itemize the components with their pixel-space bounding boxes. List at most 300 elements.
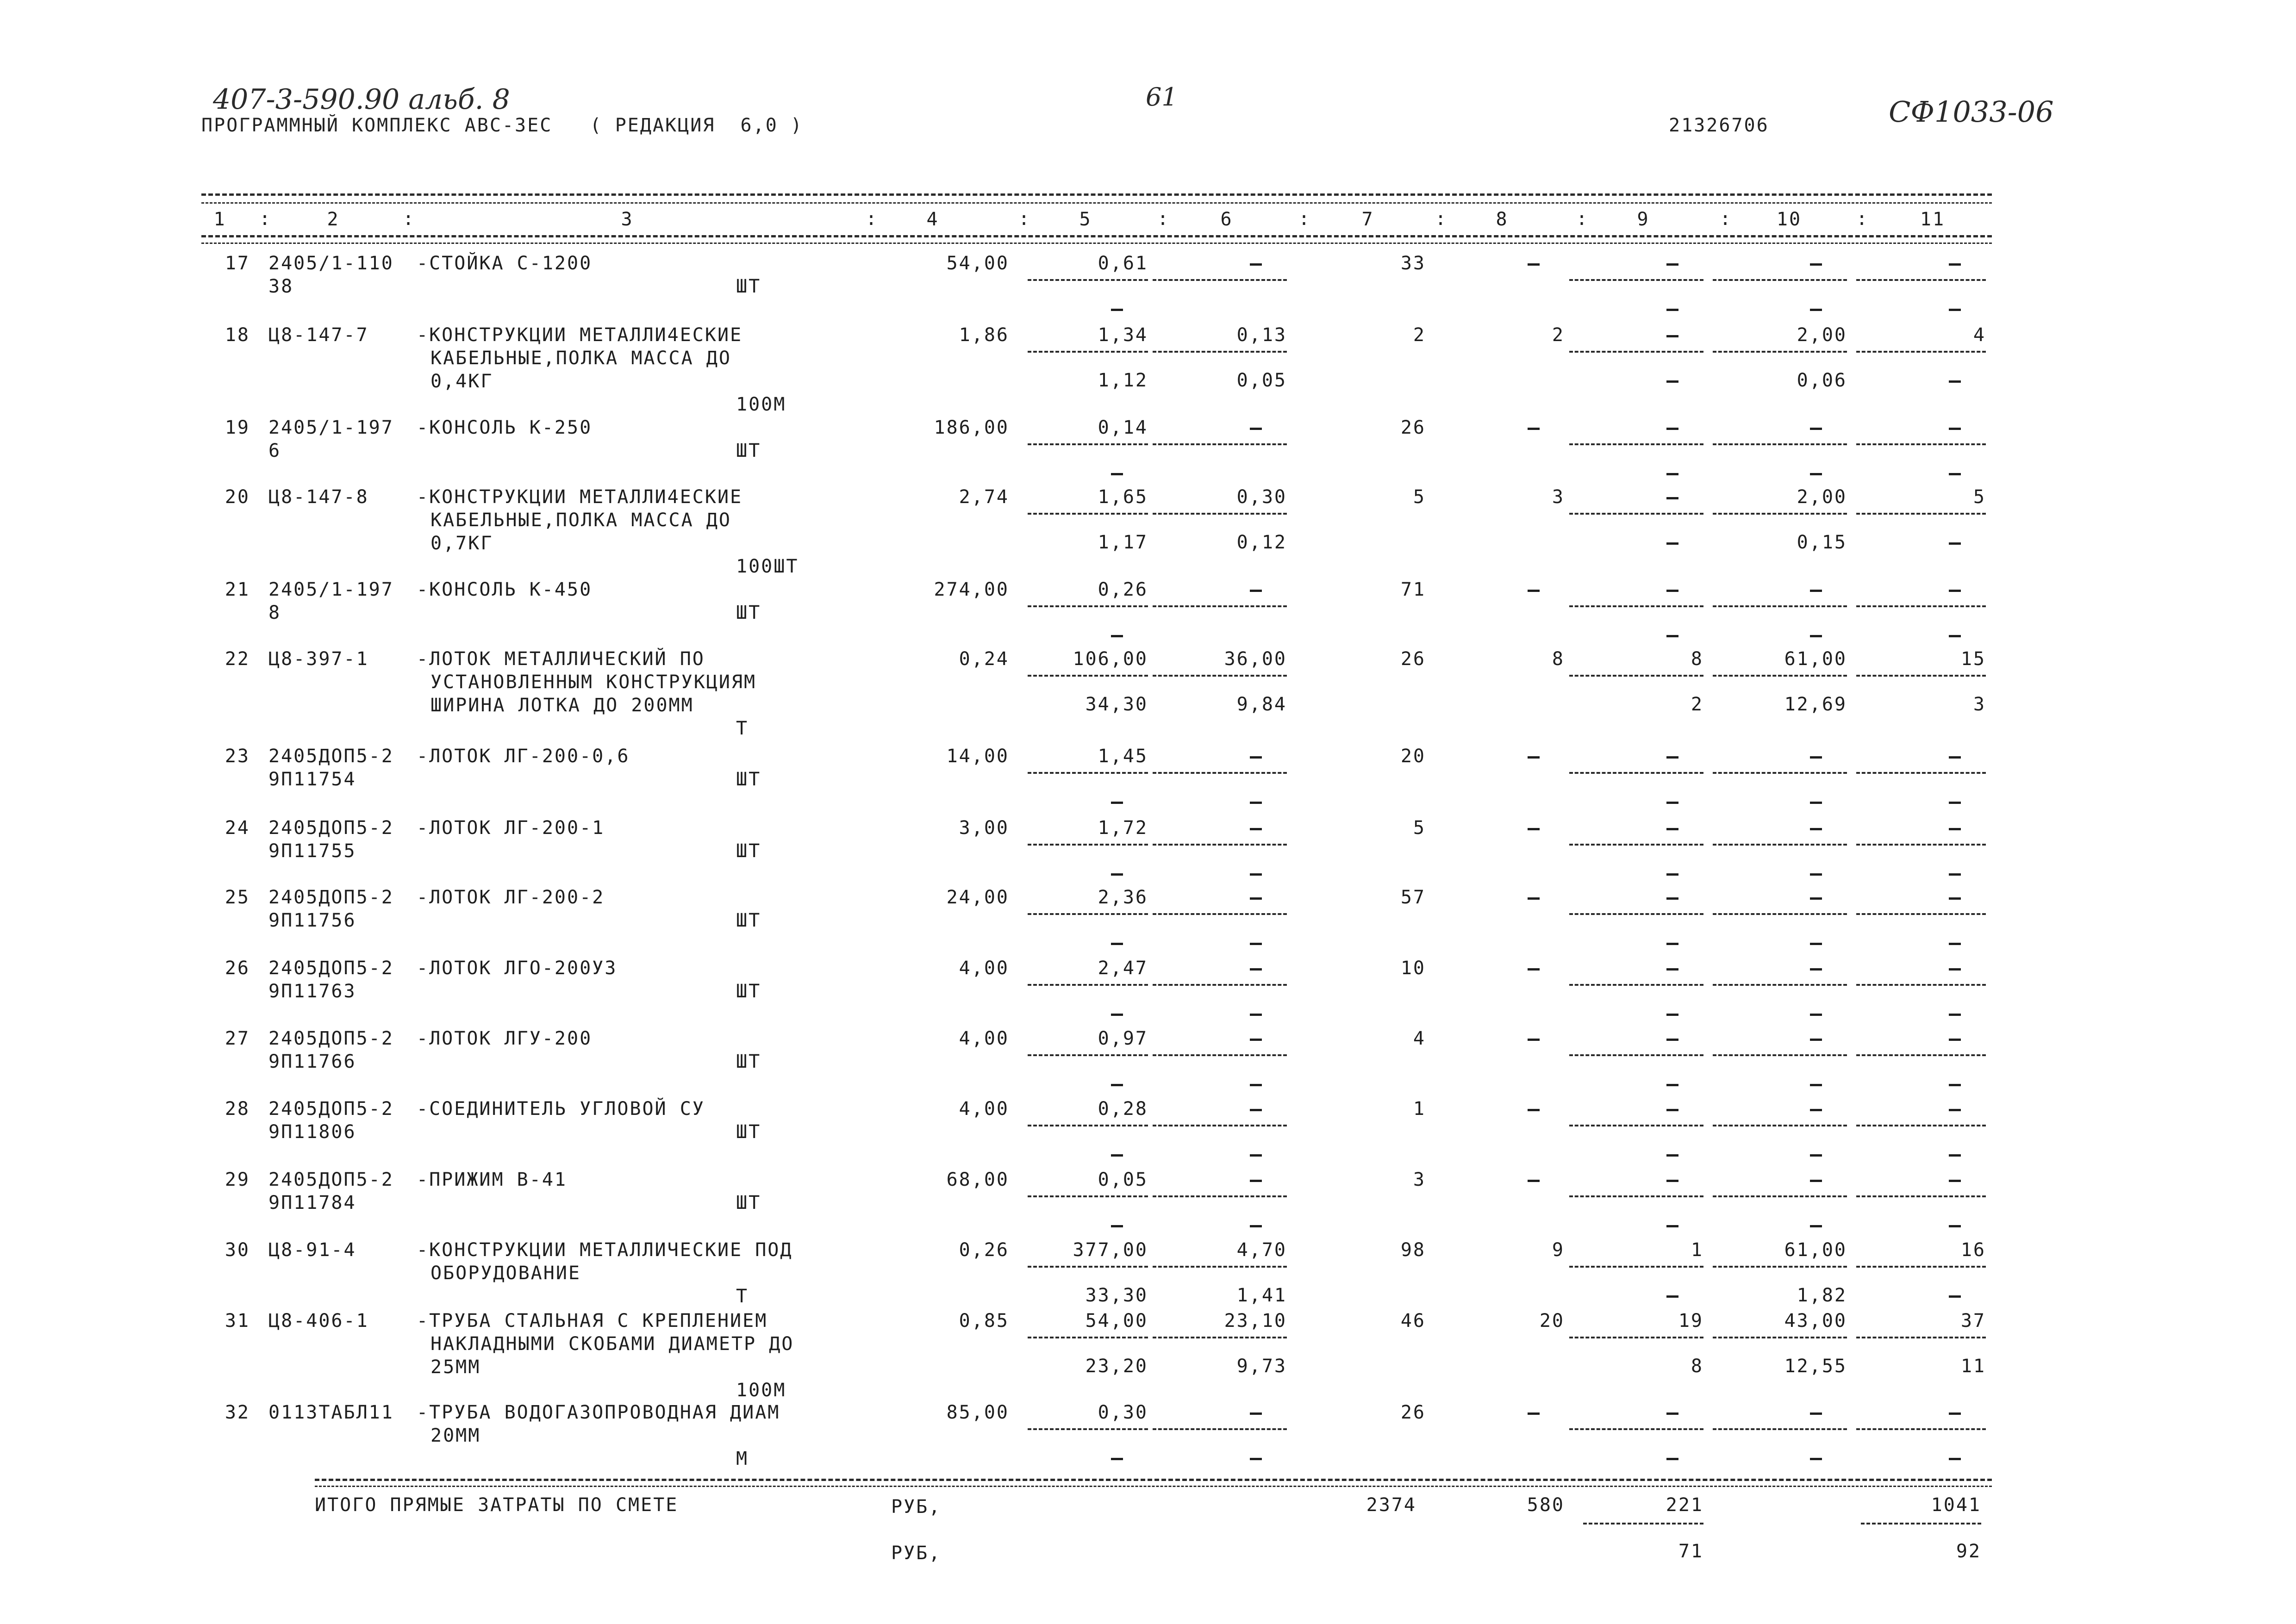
cell-col6-bottom: 9,73 xyxy=(1236,1356,1287,1377)
cell-col4: 0,85 xyxy=(959,1310,1009,1332)
totals-top-rule xyxy=(315,1479,1992,1481)
empty-dash xyxy=(1949,1039,1961,1041)
cell-col8: 20 xyxy=(1539,1310,1565,1332)
empty-dash xyxy=(1250,428,1262,430)
totals-label: ИТОГО ПРЯМЫЕ ЗАТРАТЫ ПО СМЕТЕ xyxy=(315,1494,679,1516)
empty-dash xyxy=(1250,1154,1262,1157)
cell-col10-top: 43,00 xyxy=(1784,1310,1847,1332)
empty-dash xyxy=(1111,1014,1123,1016)
cell-divider xyxy=(1713,1125,1847,1126)
cell-col6-top: 0,30 xyxy=(1236,486,1287,508)
row-code: 0113ТАБЛ11 xyxy=(268,1402,394,1423)
row-unit: ШТ xyxy=(736,602,761,623)
cell-col6-top: 23,10 xyxy=(1224,1310,1287,1332)
cell-divider xyxy=(1713,1428,1847,1430)
cell-col7: 2 xyxy=(1413,324,1426,346)
cell-col5-top: 0,28 xyxy=(1098,1098,1148,1120)
cell-divider xyxy=(1569,1195,1703,1197)
cell-col6-top: 0,13 xyxy=(1236,324,1287,346)
column-header-8: 8 xyxy=(1496,209,1509,230)
empty-dash xyxy=(1528,590,1540,592)
empty-dash xyxy=(1949,828,1961,830)
cell-divider xyxy=(1028,1125,1148,1126)
empty-dash xyxy=(1250,873,1262,876)
cell-divider xyxy=(1569,675,1703,677)
empty-dash xyxy=(1666,497,1678,499)
header-bottom-rule xyxy=(201,235,1992,237)
column-header-3: 3 xyxy=(621,209,634,230)
empty-dash xyxy=(1810,309,1822,311)
row-description-line: -ТРУБА СТАЛЬНАЯ С КРЕПЛЕНИЕМ xyxy=(417,1310,768,1332)
cell-col11-bottom: 3 xyxy=(1973,694,1986,715)
cell-col6-top: 36,00 xyxy=(1224,648,1287,670)
empty-dash xyxy=(1250,943,1262,945)
row-code: Ц8-397-1 xyxy=(268,648,369,670)
cell-col8: 3 xyxy=(1552,486,1565,508)
empty-dash xyxy=(1949,1084,1961,1086)
empty-dash xyxy=(1810,802,1822,804)
empty-dash xyxy=(1949,1412,1961,1415)
empty-dash xyxy=(1250,828,1262,830)
cell-divider xyxy=(1153,772,1287,774)
cell-col5-top: 0,30 xyxy=(1098,1402,1148,1423)
totals-col9-bottom: 71 xyxy=(1678,1541,1703,1562)
cell-col11-top: 37 xyxy=(1960,1310,1986,1332)
empty-dash xyxy=(1666,428,1678,430)
empty-dash xyxy=(1949,590,1961,592)
cell-divider xyxy=(1856,1266,1986,1268)
cell-divider xyxy=(1569,513,1703,515)
empty-dash xyxy=(1250,802,1262,804)
cell-divider xyxy=(1028,913,1148,915)
cell-divider xyxy=(1028,984,1148,986)
cell-divider xyxy=(1028,351,1148,353)
totals-col7: 2374 xyxy=(1366,1494,1416,1516)
column-separator: : xyxy=(1298,208,1310,230)
cell-col11-top: 5 xyxy=(1973,486,1986,508)
empty-dash xyxy=(1111,473,1123,475)
row-unit: ШТ xyxy=(736,769,761,790)
row-number: 29 xyxy=(225,1169,250,1190)
cell-col5-bottom: 23,20 xyxy=(1085,1356,1148,1377)
cell-col5-bottom: 1,17 xyxy=(1098,532,1148,553)
cell-col7: 1 xyxy=(1413,1098,1426,1120)
cell-col6-top: 4,70 xyxy=(1236,1239,1287,1261)
empty-dash xyxy=(1528,428,1540,430)
cell-col5-top: 2,47 xyxy=(1098,958,1148,979)
cell-divider xyxy=(1713,772,1847,774)
row-description-line: -ЛОТОК ЛГ-200-1 xyxy=(417,817,605,839)
cell-divider xyxy=(1569,1125,1703,1126)
cell-divider xyxy=(1028,1195,1148,1197)
empty-dash xyxy=(1810,943,1822,945)
empty-dash xyxy=(1666,1225,1678,1227)
row-code: 2405ДОП5-2 xyxy=(268,746,394,767)
cell-col11-top: 15 xyxy=(1960,648,1986,670)
cell-divider xyxy=(1028,1266,1148,1268)
cell-divider xyxy=(1028,1054,1148,1056)
row-code-2: 6 xyxy=(268,440,281,461)
cell-divider xyxy=(1856,1337,1986,1338)
empty-dash xyxy=(1528,828,1540,830)
empty-dash xyxy=(1666,309,1678,311)
row-code: 2405ДОП5-2 xyxy=(268,1169,394,1190)
empty-dash xyxy=(1111,1458,1123,1460)
cell-divider xyxy=(1028,605,1148,607)
cell-divider xyxy=(1153,1054,1287,1056)
empty-dash xyxy=(1810,897,1822,900)
row-description-line: КАБЕЛЬНЫЕ,ПОЛКА МАССА ДО xyxy=(430,348,731,369)
row-description-line: -КОНСОЛЬ К-450 xyxy=(417,579,593,600)
cell-divider xyxy=(1153,1125,1287,1126)
cell-col8: 9 xyxy=(1552,1239,1565,1261)
row-unit: ШТ xyxy=(736,1192,761,1213)
row-unit: ШТ xyxy=(736,910,761,931)
row-code: 2405ДОП5-2 xyxy=(268,1028,394,1049)
cell-col4: 14,00 xyxy=(946,746,1009,767)
row-description-line: 0,7КГ xyxy=(430,533,493,554)
cell-divider xyxy=(1856,1428,1986,1430)
cell-divider xyxy=(1153,844,1287,846)
cell-divider xyxy=(1569,1428,1703,1430)
cell-divider xyxy=(1153,351,1287,353)
cell-col7: 26 xyxy=(1400,417,1426,438)
empty-dash xyxy=(1949,802,1961,804)
cell-divider xyxy=(1028,1337,1148,1338)
column-separator: : xyxy=(1856,208,1868,230)
row-code: Ц8-147-7 xyxy=(268,324,369,346)
empty-dash xyxy=(1666,1109,1678,1111)
cell-divider xyxy=(1856,675,1986,677)
empty-dash xyxy=(1250,1039,1262,1041)
cell-divider xyxy=(1569,605,1703,607)
cell-col10-top: 61,00 xyxy=(1784,1239,1847,1261)
cell-divider xyxy=(1713,984,1847,986)
cell-col4: 4,00 xyxy=(959,1028,1009,1049)
row-description-line: -ПРИЖИМ В-41 xyxy=(417,1169,567,1190)
column-separator: : xyxy=(866,208,877,230)
empty-dash xyxy=(1666,1154,1678,1157)
cell-divider xyxy=(1713,1266,1847,1268)
row-code-2: 9П11763 xyxy=(268,981,356,1002)
empty-dash xyxy=(1111,1084,1123,1086)
empty-dash xyxy=(1810,1154,1822,1157)
row-number: 20 xyxy=(225,486,250,508)
row-code-2: 9П11756 xyxy=(268,910,356,931)
row-code: 2405/1-197 xyxy=(268,579,394,600)
totals-unit-1: РУБ, xyxy=(891,1496,942,1518)
cell-divider xyxy=(1028,675,1148,677)
column-separator: : xyxy=(403,208,414,230)
empty-dash xyxy=(1666,590,1678,592)
cell-divider xyxy=(1569,1337,1703,1338)
empty-dash xyxy=(1111,309,1123,311)
row-description-line: КАБЕЛЬНЫЕ,ПОЛКА МАССА ДО xyxy=(430,510,731,531)
row-description-line: -ЛОТОК ЛГ-200-0,6 xyxy=(417,746,630,767)
empty-dash xyxy=(1666,1039,1678,1041)
empty-dash xyxy=(1949,473,1961,475)
cell-col4: 3,00 xyxy=(959,817,1009,839)
row-number: 17 xyxy=(225,253,250,274)
cell-col4: 4,00 xyxy=(959,1098,1009,1120)
cell-divider xyxy=(1028,844,1148,846)
row-unit: 100М xyxy=(736,394,786,415)
row-unit: ШТ xyxy=(736,276,761,297)
cell-divider xyxy=(1028,513,1148,515)
cell-divider xyxy=(1153,913,1287,915)
cell-divider xyxy=(1028,279,1148,281)
empty-dash xyxy=(1949,1180,1961,1182)
row-number: 31 xyxy=(225,1310,250,1332)
cell-col11-top: 16 xyxy=(1960,1239,1986,1261)
row-description-line: ОБОРУДОВАНИЕ xyxy=(430,1263,581,1284)
empty-dash xyxy=(1666,1412,1678,1415)
totals-col8: 580 xyxy=(1527,1494,1565,1516)
empty-dash xyxy=(1666,828,1678,830)
row-description-line: -СТОЙКА С-1200 xyxy=(417,253,593,274)
empty-dash xyxy=(1666,943,1678,945)
column-header-7: 7 xyxy=(1361,209,1374,230)
empty-dash xyxy=(1949,897,1961,900)
cell-col8: 8 xyxy=(1552,648,1565,670)
cell-col10-bottom: 12,69 xyxy=(1784,694,1847,715)
row-number: 19 xyxy=(225,417,250,438)
empty-dash xyxy=(1666,1180,1678,1182)
cell-divider xyxy=(1153,984,1287,986)
column-header-2: 2 xyxy=(327,209,340,230)
cell-col6-bottom: 0,12 xyxy=(1236,532,1287,553)
empty-dash xyxy=(1810,1458,1822,1460)
cell-divider xyxy=(1569,1054,1703,1056)
empty-dash xyxy=(1666,1295,1678,1298)
cell-col5-top: 106,00 xyxy=(1073,648,1148,670)
empty-dash xyxy=(1949,756,1961,759)
empty-dash xyxy=(1810,1109,1822,1111)
cell-divider xyxy=(1856,351,1986,353)
empty-dash xyxy=(1666,802,1678,804)
empty-dash xyxy=(1810,590,1822,592)
cell-divider xyxy=(1856,513,1986,515)
empty-dash xyxy=(1666,873,1678,876)
cell-divider xyxy=(1856,772,1986,774)
row-unit: 100М xyxy=(736,1380,786,1401)
cell-divider xyxy=(1856,443,1986,445)
row-description-line: -КОНСОЛЬ К-250 xyxy=(417,417,593,438)
empty-dash xyxy=(1949,263,1961,266)
row-description-line: УСТАНОВЛЕННЫМ КОНСТРУКЦИЯМ xyxy=(430,672,757,693)
empty-dash xyxy=(1810,756,1822,759)
table-top-rule-2 xyxy=(201,202,1992,204)
cell-divider xyxy=(1713,443,1847,445)
row-code: Ц8-91-4 xyxy=(268,1239,356,1261)
empty-dash xyxy=(1949,943,1961,945)
cell-col7: 46 xyxy=(1400,1310,1426,1332)
empty-dash xyxy=(1528,263,1540,266)
row-unit: ШТ xyxy=(736,1121,761,1143)
cell-col7: 20 xyxy=(1400,746,1426,767)
cell-col10-top: 2,00 xyxy=(1797,324,1847,346)
cell-col4: 1,86 xyxy=(959,324,1009,346)
cell-col4: 85,00 xyxy=(946,1402,1009,1423)
cell-col6-bottom: 0,05 xyxy=(1236,370,1287,391)
cell-divider xyxy=(1713,279,1847,281)
row-unit: Т xyxy=(736,718,749,739)
row-number: 21 xyxy=(225,579,250,600)
row-description-line: 0,4КГ xyxy=(430,371,493,392)
document-code: 21326706 xyxy=(1669,115,1769,136)
cell-col5-bottom: 33,30 xyxy=(1085,1285,1148,1306)
cell-divider xyxy=(1856,1125,1986,1126)
cell-col4: 24,00 xyxy=(946,887,1009,908)
handwritten-project-code: 407-3-590.90 альб. 8 xyxy=(213,83,510,116)
empty-dash xyxy=(1949,1458,1961,1460)
cell-col7: 4 xyxy=(1413,1028,1426,1049)
column-header-11: 11 xyxy=(1920,209,1946,230)
cell-divider xyxy=(1153,1195,1287,1197)
column-separator: : xyxy=(259,208,271,230)
cell-col5-top: 0,05 xyxy=(1098,1169,1148,1190)
cell-divider xyxy=(1713,351,1847,353)
empty-dash xyxy=(1666,1014,1678,1016)
cell-divider xyxy=(1028,1428,1148,1430)
cell-col4: 274,00 xyxy=(934,579,1009,600)
empty-dash xyxy=(1666,1084,1678,1086)
row-code-2: 9П11784 xyxy=(268,1192,356,1213)
row-description-line: -ЛОТОК МЕТАЛЛИЧЕСКИЙ ПО xyxy=(417,648,705,670)
table-top-rule xyxy=(201,193,1992,196)
cell-col7: 5 xyxy=(1413,486,1426,508)
column-separator: : xyxy=(1435,208,1447,230)
empty-dash xyxy=(1810,1180,1822,1182)
totals-col11-bottom: 92 xyxy=(1956,1541,1981,1562)
row-number: 27 xyxy=(225,1028,250,1049)
cell-col4: 2,74 xyxy=(959,486,1009,508)
row-code: 2405ДОП5-2 xyxy=(268,817,394,839)
row-code-2: 38 xyxy=(268,276,294,297)
empty-dash xyxy=(1111,943,1123,945)
row-code-2: 9П11755 xyxy=(268,840,356,862)
cell-col7: 57 xyxy=(1400,887,1426,908)
cell-col9-top: 8 xyxy=(1691,648,1703,670)
row-number: 24 xyxy=(225,817,250,839)
cell-divider xyxy=(1856,279,1986,281)
cell-col7: 26 xyxy=(1400,1402,1426,1423)
empty-dash xyxy=(1250,756,1262,759)
cell-divider xyxy=(1153,605,1287,607)
empty-dash xyxy=(1666,635,1678,637)
empty-dash xyxy=(1111,1225,1123,1227)
cell-col6-bottom: 9,84 xyxy=(1236,694,1287,715)
cell-col10-bottom: 0,06 xyxy=(1797,370,1847,391)
cell-col4: 0,26 xyxy=(959,1239,1009,1261)
cell-col5-top: 1,65 xyxy=(1098,486,1148,508)
row-number: 32 xyxy=(225,1402,250,1423)
row-description-line: НАКЛАДНЫМИ СКОБАМИ ДИАМЕТР ДО xyxy=(430,1333,794,1355)
row-code: 2405ДОП5-2 xyxy=(268,887,394,908)
empty-dash xyxy=(1810,635,1822,637)
cell-col5-bottom: 1,12 xyxy=(1098,370,1148,391)
column-separator: : xyxy=(1576,208,1588,230)
row-number: 23 xyxy=(225,746,250,767)
row-number: 18 xyxy=(225,324,250,346)
empty-dash xyxy=(1810,1225,1822,1227)
empty-dash xyxy=(1250,263,1262,266)
cell-divider xyxy=(1569,984,1703,986)
row-description-line: ШИРИНА ЛОТКА ДО 200ММ xyxy=(430,695,694,716)
cell-divider xyxy=(1569,279,1703,281)
cell-col4: 54,00 xyxy=(946,253,1009,274)
totals-col9-top: 221 xyxy=(1666,1494,1703,1516)
cell-divider xyxy=(1153,1266,1287,1268)
cell-col7: 33 xyxy=(1400,253,1426,274)
empty-dash xyxy=(1810,428,1822,430)
cell-divider xyxy=(1856,1195,1986,1197)
cell-col9-top: 1 xyxy=(1691,1239,1703,1261)
empty-dash xyxy=(1810,473,1822,475)
cell-col9-bottom: 8 xyxy=(1691,1356,1703,1377)
row-code-2: 9П11766 xyxy=(268,1051,356,1072)
totals-top-rule-2 xyxy=(315,1486,1992,1487)
empty-dash xyxy=(1528,1039,1540,1041)
empty-dash xyxy=(1666,968,1678,971)
cell-divider xyxy=(1856,984,1986,986)
cell-col5-top: 377,00 xyxy=(1073,1239,1148,1261)
cell-divider xyxy=(1713,1054,1847,1056)
row-number: 30 xyxy=(225,1239,250,1261)
row-unit: ШТ xyxy=(736,1051,761,1072)
cell-col10-top: 2,00 xyxy=(1797,486,1847,508)
cell-col9-bottom: 2 xyxy=(1691,694,1703,715)
cell-col5-top: 1,72 xyxy=(1098,817,1148,839)
cell-col5-top: 1,45 xyxy=(1098,746,1148,767)
cell-divider xyxy=(1153,675,1287,677)
cell-col5-top: 0,97 xyxy=(1098,1028,1148,1049)
row-number: 26 xyxy=(225,958,250,979)
row-code: 2405ДОП5-2 xyxy=(268,1098,394,1120)
cell-divider xyxy=(1569,913,1703,915)
empty-dash xyxy=(1666,335,1678,337)
row-description-line: -СОЕДИНИТЕЛЬ УГЛОВОЙ СУ xyxy=(417,1098,705,1120)
cell-col6-bottom: 1,41 xyxy=(1236,1285,1287,1306)
row-code-2: 9П11754 xyxy=(268,769,356,790)
empty-dash xyxy=(1250,590,1262,592)
empty-dash xyxy=(1666,380,1678,383)
cell-col5-bottom: 34,30 xyxy=(1085,694,1148,715)
empty-dash xyxy=(1111,802,1123,804)
empty-dash xyxy=(1949,1225,1961,1227)
row-unit: Т xyxy=(736,1286,749,1307)
cell-divider xyxy=(1153,513,1287,515)
cell-divider xyxy=(1713,844,1847,846)
empty-dash xyxy=(1810,1039,1822,1041)
empty-dash xyxy=(1111,1154,1123,1157)
cell-col5-top: 54,00 xyxy=(1085,1310,1148,1332)
column-header-4: 4 xyxy=(926,209,939,230)
totals-col11-top: 1041 xyxy=(1931,1494,1981,1516)
cell-col10-bottom: 1,82 xyxy=(1797,1285,1847,1306)
cell-divider xyxy=(1856,1054,1986,1056)
empty-dash xyxy=(1949,873,1961,876)
column-header-1: 1 xyxy=(213,209,226,230)
column-header-6: 6 xyxy=(1220,209,1233,230)
empty-dash xyxy=(1666,473,1678,475)
empty-dash xyxy=(1949,635,1961,637)
row-description-line: -ЛОТОК ЛГО-200У3 xyxy=(417,958,618,979)
row-description-line: -КОНСТРУКЦИИ МЕТАЛЛИ4ЕСКИЕ xyxy=(417,486,743,508)
cell-divider xyxy=(1713,605,1847,607)
cell-col5-top: 0,26 xyxy=(1098,579,1148,600)
handwritten-sheet-code: СФ1033-06 xyxy=(1889,95,2054,129)
